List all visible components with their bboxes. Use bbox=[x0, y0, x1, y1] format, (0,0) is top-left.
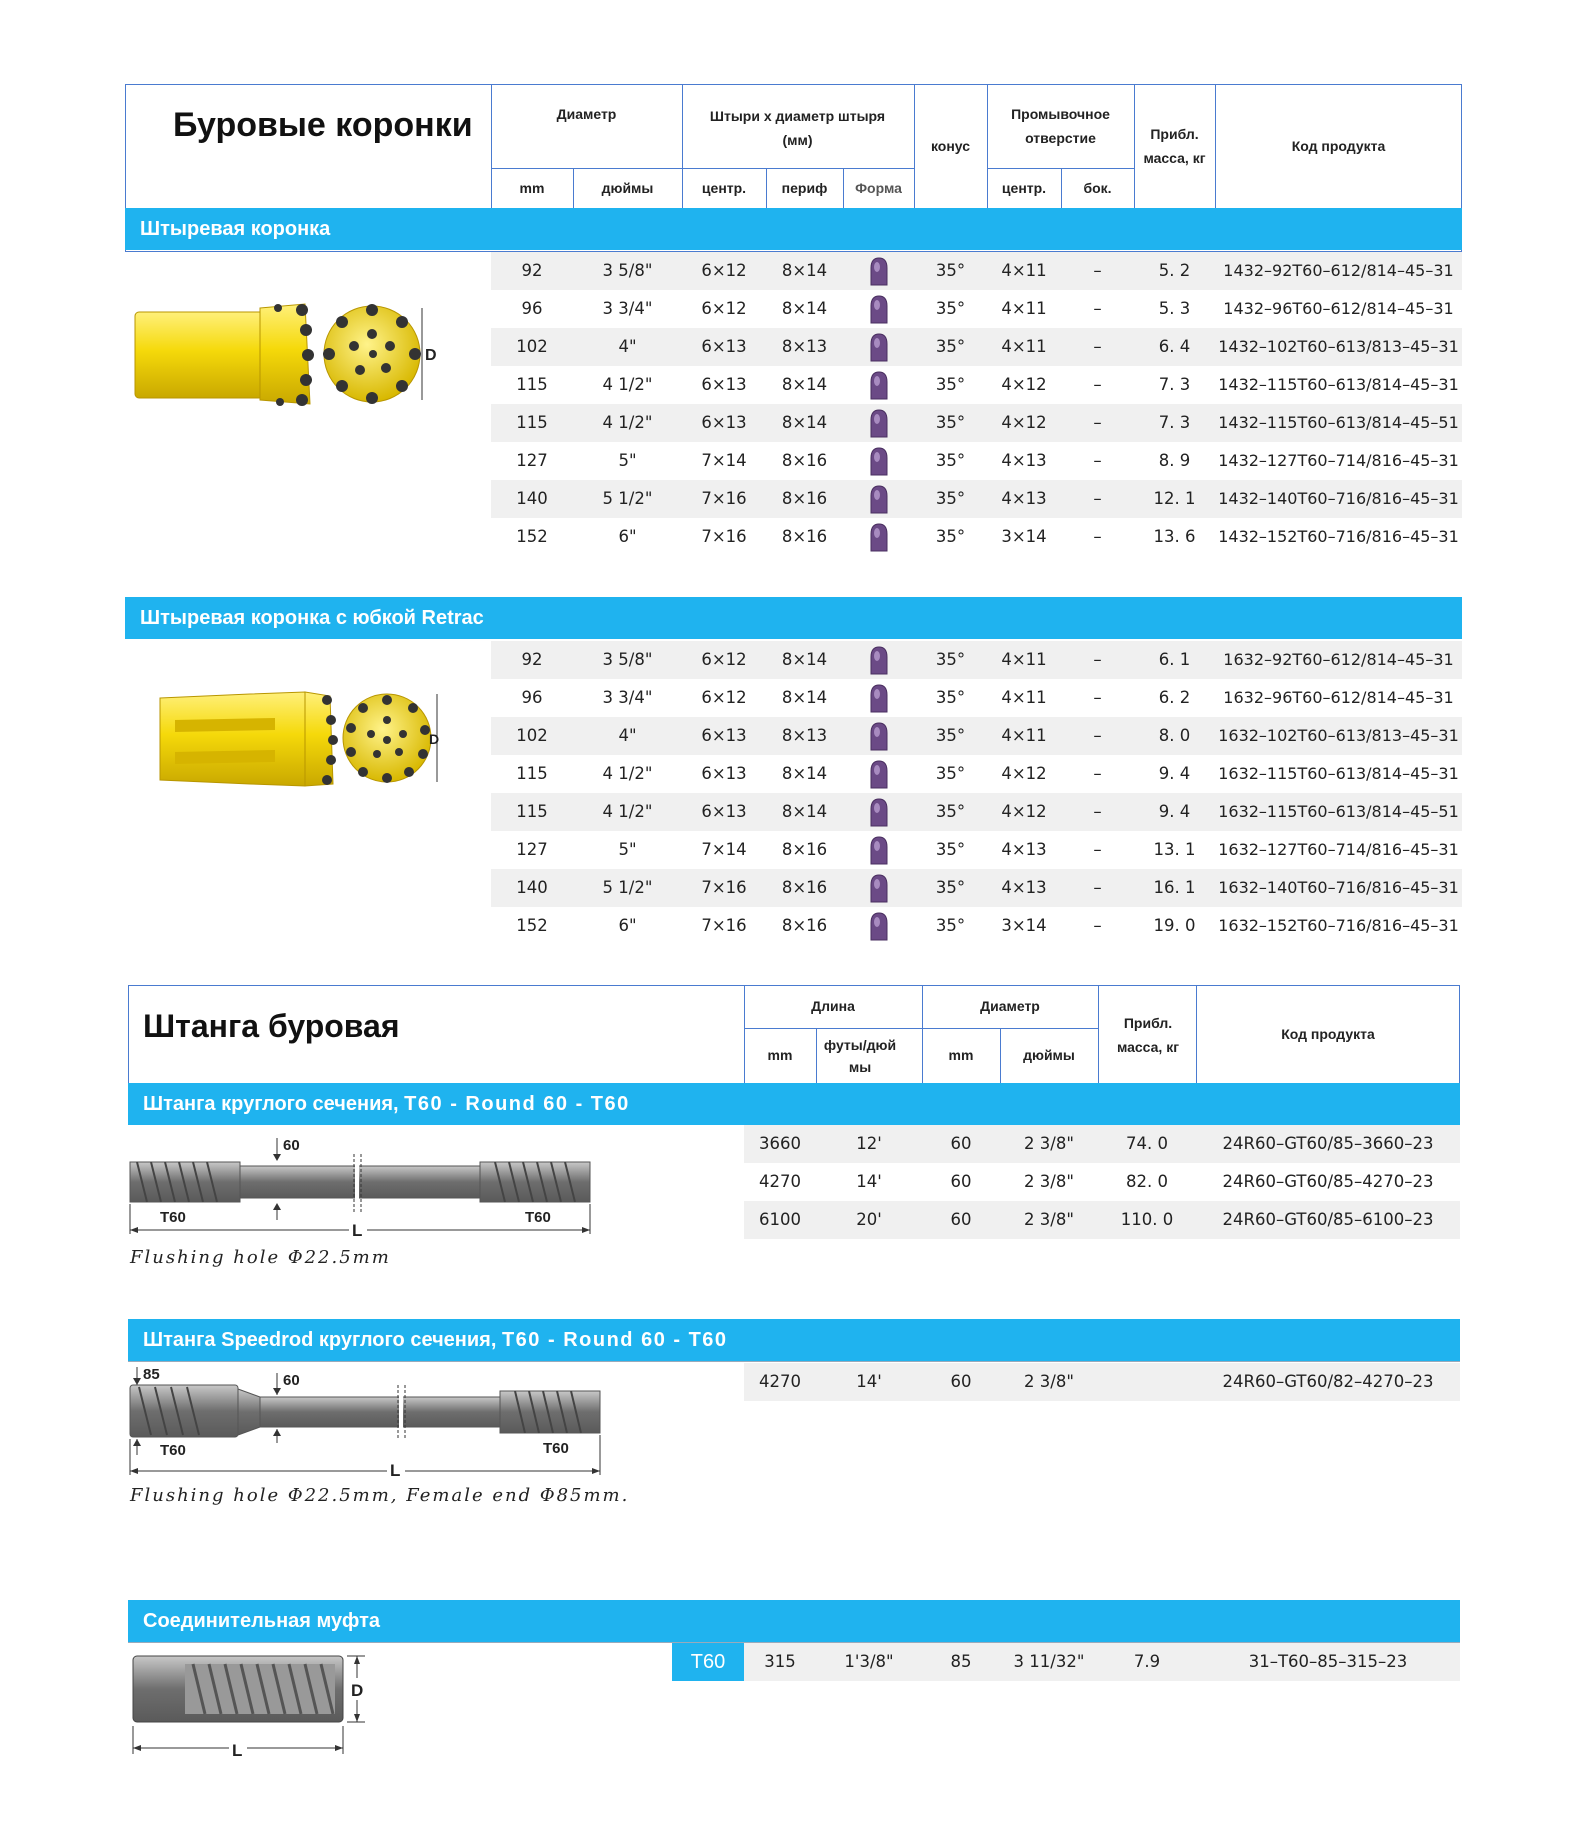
table-row bbox=[744, 1163, 1460, 1201]
cell-periph-buttons: 8×14 bbox=[781, 261, 828, 280]
cell-mass: 13. 1 bbox=[1153, 840, 1196, 859]
cell-diameter-in: 2 3/8" bbox=[1024, 1172, 1074, 1191]
cell-mass: 7.9 bbox=[1133, 1652, 1161, 1671]
cell-periph-buttons: 8×14 bbox=[781, 688, 828, 707]
cell-flush-center: 4×13 bbox=[1001, 451, 1047, 470]
cell-product-code: 24R60–GT60/82–4270–23 bbox=[1222, 1372, 1434, 1391]
cell-shape bbox=[843, 717, 914, 755]
cell-inches: 3 3/4" bbox=[602, 299, 653, 318]
cell-cone: 35° bbox=[935, 878, 966, 897]
cell-inches: 4 1/2" bbox=[602, 764, 653, 783]
cell-length-ft: 12' bbox=[856, 1134, 882, 1153]
cell-inches: 4" bbox=[618, 337, 637, 356]
table-row bbox=[491, 907, 1462, 945]
cell-mm: 127 bbox=[516, 840, 548, 859]
cell-diameter-in: 3 11/32" bbox=[1013, 1652, 1085, 1671]
button-shape-icon bbox=[869, 912, 889, 942]
cell-cone: 35° bbox=[935, 688, 966, 707]
cell-product-code: 24R60–GT60/85–3660–23 bbox=[1222, 1134, 1434, 1153]
rods-title: Штанга буровая bbox=[143, 1008, 400, 1044]
button-shape-icon bbox=[869, 295, 889, 325]
hdr-f-side: бок. bbox=[1083, 179, 1112, 196]
section-band-rod-round bbox=[128, 1083, 1460, 1125]
cell-center-buttons: 6×13 bbox=[701, 726, 747, 745]
section-title: Штанга круглого сечения, bbox=[143, 1093, 399, 1115]
button-shape-icon bbox=[869, 760, 889, 790]
cell-length-ft: 14' bbox=[856, 1172, 882, 1191]
cell-product-code: 1632–140T60–716/816–45–31 bbox=[1218, 878, 1459, 897]
hdr-mm: mm bbox=[519, 179, 545, 196]
cell-center-buttons: 6×13 bbox=[701, 375, 747, 394]
cell-cone: 35° bbox=[935, 764, 966, 783]
cell-product-code: 1432–96T60–612/814–45–31 bbox=[1223, 299, 1454, 318]
coupling-l-label: L bbox=[232, 1741, 243, 1760]
button-shape-icon bbox=[869, 646, 889, 676]
cell-product-code: 1632–92T60–612/814–45–31 bbox=[1223, 650, 1454, 669]
cell-flush-center: 4×11 bbox=[1001, 650, 1047, 669]
cell-length-ft: 20' bbox=[856, 1210, 882, 1229]
cell-flush-center: 4×12 bbox=[1001, 375, 1047, 394]
section-title: Соединительная муфта bbox=[143, 1610, 381, 1632]
cell-shape bbox=[843, 480, 914, 518]
cell-periph-buttons: 8×14 bbox=[781, 413, 828, 432]
cell-inches: 5" bbox=[618, 840, 637, 859]
cell-mm: 102 bbox=[516, 726, 548, 745]
cell-mm: 152 bbox=[516, 916, 548, 935]
cell-center-buttons: 7×16 bbox=[701, 527, 747, 546]
cell-center-buttons: 6×13 bbox=[701, 337, 747, 356]
cell-center-buttons: 6×12 bbox=[701, 688, 747, 707]
table-row bbox=[491, 404, 1462, 442]
cell-mass: 9. 4 bbox=[1158, 802, 1191, 821]
hdr-buttons: Штыри x диаметр штыря (мм) bbox=[709, 107, 886, 148]
cell-product-code: 24R60–GT60/85–4270–23 bbox=[1222, 1172, 1434, 1191]
cell-flush-center: 4×12 bbox=[1001, 802, 1047, 821]
cell-mass: 16. 1 bbox=[1153, 878, 1196, 897]
cell-mm: 115 bbox=[516, 802, 548, 821]
cell-cone: 35° bbox=[935, 650, 966, 669]
cell-center-buttons: 7×16 bbox=[701, 916, 747, 935]
section-title: Штыревая коронка с юбкой Retrac bbox=[140, 607, 484, 629]
cell-mass: 6. 4 bbox=[1158, 337, 1191, 356]
cell-cone: 35° bbox=[935, 299, 966, 318]
cell-cone: 35° bbox=[935, 413, 966, 432]
dimension-label: D bbox=[429, 731, 440, 747]
hdr-shape: Форма bbox=[855, 179, 902, 196]
cell-periph-buttons: 8×16 bbox=[781, 916, 828, 935]
cell-cone: 35° bbox=[935, 375, 966, 394]
cell-shape bbox=[843, 869, 914, 907]
cell-mass bbox=[1098, 1363, 1196, 1401]
cell-flush-side: – bbox=[1093, 878, 1102, 897]
hdr-rod-mm: mm bbox=[767, 1047, 793, 1064]
cell-periph-buttons: 8×16 bbox=[781, 451, 828, 470]
cell-mm: 96 bbox=[521, 688, 543, 707]
cell-mass: 7. 3 bbox=[1158, 375, 1191, 394]
hdr-rod-din: дюймы bbox=[1023, 1047, 1075, 1064]
cell-diameter-mm: 60 bbox=[950, 1372, 972, 1391]
cell-flush-center: 3×14 bbox=[1001, 527, 1047, 546]
cell-inches: 3 5/8" bbox=[602, 650, 653, 669]
hdr-rod-dmm: mm bbox=[948, 1047, 974, 1064]
hdr-diameter: Диаметр bbox=[556, 105, 617, 122]
cell-product-code: 1632–115T60–613/814–45–31 bbox=[1218, 764, 1459, 783]
hdr-flushing: Промывочное отверстие bbox=[1011, 105, 1110, 146]
cell-center-buttons: 7×14 bbox=[701, 451, 747, 470]
speedrod-length-label: L bbox=[390, 1461, 401, 1478]
cell-center-buttons: 6×13 bbox=[701, 413, 747, 432]
table-row bbox=[744, 1363, 1460, 1401]
cell-center-buttons: 7×16 bbox=[701, 489, 747, 508]
section-band-coupling bbox=[128, 1600, 1460, 1642]
cell-length-mm: 3660 bbox=[759, 1134, 801, 1153]
table-row bbox=[491, 641, 1462, 679]
cell-mass: 74. 0 bbox=[1126, 1134, 1168, 1153]
table-row bbox=[491, 869, 1462, 907]
cell-product-code: 1432–92T60–612/814–45–31 bbox=[1223, 261, 1454, 280]
coupling-d-label: D bbox=[351, 1681, 364, 1700]
table-row bbox=[491, 252, 1462, 290]
cell-inches: 4" bbox=[618, 726, 637, 745]
hdr-code: Код продукта bbox=[1291, 137, 1386, 154]
table-row bbox=[491, 442, 1462, 480]
cell-flush-center: 4×11 bbox=[1001, 726, 1047, 745]
cell-periph-buttons: 8×14 bbox=[781, 650, 828, 669]
cell-mass: 19. 0 bbox=[1153, 916, 1196, 935]
cell-flush-side: – bbox=[1093, 261, 1102, 280]
button-shape-icon bbox=[869, 722, 889, 752]
section-title: Штыревая коронка bbox=[140, 218, 331, 240]
cell-inches: 5" bbox=[618, 451, 637, 470]
cell-product-code: 1432–115T60–613/814–45–31 bbox=[1218, 375, 1459, 394]
cell-periph-buttons: 8×14 bbox=[781, 299, 828, 318]
cell-flush-side: – bbox=[1093, 375, 1102, 394]
button-shape-icon bbox=[869, 874, 889, 904]
cell-mass: 13. 6 bbox=[1153, 527, 1196, 546]
cell-length-mm: 315 bbox=[764, 1652, 796, 1671]
cell-shape bbox=[843, 366, 914, 404]
cell-periph-buttons: 8×14 bbox=[781, 802, 828, 821]
cell-product-code: 1632–152T60–716/816–45–31 bbox=[1218, 916, 1459, 935]
hdr-rod-mass: Прибл. масса, кг bbox=[1116, 1014, 1180, 1055]
button-shape-icon bbox=[869, 485, 889, 515]
cell-cone: 35° bbox=[935, 337, 966, 356]
table-row bbox=[491, 717, 1462, 755]
cell-center-buttons: 7×16 bbox=[701, 878, 747, 897]
cell-flush-center: 4×11 bbox=[1001, 261, 1047, 280]
hdr-length: Длина bbox=[811, 998, 855, 1015]
section-band-retrac bbox=[125, 597, 1462, 639]
cell-flush-side: – bbox=[1093, 764, 1102, 783]
cell-mm: 92 bbox=[521, 261, 543, 280]
cell-inches: 5 1/2" bbox=[602, 878, 653, 897]
cell-flush-side: – bbox=[1093, 916, 1102, 935]
hdr-cone: конус bbox=[930, 137, 971, 154]
button-shape-icon bbox=[869, 523, 889, 553]
bits-title: Буровые коронки bbox=[173, 106, 473, 144]
cell-periph-buttons: 8×13 bbox=[781, 726, 828, 745]
cell-flush-side: – bbox=[1093, 451, 1102, 470]
cell-inches: 3 3/4" bbox=[602, 688, 653, 707]
cell-mass: 8. 0 bbox=[1158, 726, 1191, 745]
cell-mm: 140 bbox=[516, 489, 548, 508]
cell-inches: 3 5/8" bbox=[602, 261, 653, 280]
cell-cone: 35° bbox=[935, 802, 966, 821]
cell-periph-buttons: 8×16 bbox=[781, 878, 828, 897]
speedrod-note: Flushing hole Φ22.5mm, Female end Φ85mm. bbox=[130, 1485, 630, 1506]
table-row bbox=[491, 793, 1462, 831]
cell-diameter-in: 2 3/8" bbox=[1024, 1372, 1074, 1391]
cell-product-code: 1432–152T60–716/816–45–31 bbox=[1218, 527, 1459, 546]
cell-inches: 4 1/2" bbox=[602, 413, 653, 432]
cell-mass: 5. 3 bbox=[1158, 299, 1191, 318]
cell-mm: 115 bbox=[516, 375, 548, 394]
cell-inches: 5 1/2" bbox=[602, 489, 653, 508]
cell-shape bbox=[843, 518, 914, 556]
section-band-speedrod bbox=[128, 1319, 1460, 1361]
cell-inches: 6" bbox=[618, 527, 637, 546]
table-row bbox=[491, 518, 1462, 556]
speedrod-right-label: T60 bbox=[543, 1440, 569, 1457]
cell-flush-side: – bbox=[1093, 337, 1102, 356]
speedrod-dim1-label: 85 bbox=[143, 1366, 160, 1383]
section-band-bits bbox=[125, 208, 1462, 250]
button-shape-icon bbox=[869, 371, 889, 401]
cell-flush-center: 4×11 bbox=[1001, 688, 1047, 707]
cell-shape bbox=[843, 793, 914, 831]
cell-center-buttons: 7×14 bbox=[701, 840, 747, 859]
hdr-rod-feet: футы/дюймы bbox=[823, 1036, 897, 1075]
cell-product-code: 1432–115T60–613/814–45–51 bbox=[1218, 413, 1459, 432]
button-shape-icon bbox=[869, 333, 889, 363]
cell-diameter-mm: 60 bbox=[950, 1134, 972, 1153]
cell-flush-side: – bbox=[1093, 413, 1102, 432]
cell-flush-side: – bbox=[1093, 650, 1102, 669]
dimension-label: D bbox=[425, 347, 437, 364]
table-row bbox=[491, 480, 1462, 518]
cell-mass: 6. 2 bbox=[1158, 688, 1191, 707]
cell-periph-buttons: 8×16 bbox=[781, 840, 828, 859]
table-row bbox=[744, 1201, 1460, 1239]
button-shape-icon bbox=[869, 409, 889, 439]
hdr-mass: Прибл. масса, кг bbox=[1143, 125, 1206, 166]
hdr-rod-code: Код продукта bbox=[1281, 1025, 1375, 1042]
cell-diameter-mm: 60 bbox=[950, 1172, 972, 1191]
cell-flush-center: 4×13 bbox=[1001, 840, 1047, 859]
speedrod-drawing bbox=[125, 1363, 605, 1478]
cell-mm: 152 bbox=[516, 527, 548, 546]
cell-inches: 6" bbox=[618, 916, 637, 935]
table-row bbox=[491, 755, 1462, 793]
cell-product-code: 31–T60–85–315–23 bbox=[1248, 1652, 1408, 1671]
cell-mm: 115 bbox=[516, 413, 548, 432]
cell-cone: 35° bbox=[935, 527, 966, 546]
cell-inches: 4 1/2" bbox=[602, 375, 653, 394]
coupling-drawing bbox=[125, 1650, 375, 1760]
cell-shape bbox=[843, 328, 914, 366]
table-row bbox=[744, 1125, 1460, 1163]
cell-shape bbox=[843, 404, 914, 442]
cell-flush-center: 4×11 bbox=[1001, 337, 1047, 356]
cell-mm: 115 bbox=[516, 764, 548, 783]
cell-mm: 140 bbox=[516, 878, 548, 897]
cell-flush-center: 4×12 bbox=[1001, 764, 1047, 783]
cell-mm: 102 bbox=[516, 337, 548, 356]
cell-product-code: 1432–102T60–613/813–45–31 bbox=[1218, 337, 1459, 356]
button-shape-icon bbox=[869, 447, 889, 477]
cell-cone: 35° bbox=[935, 489, 966, 508]
cell-mm: 92 bbox=[521, 650, 543, 669]
cell-mass: 12. 1 bbox=[1153, 489, 1196, 508]
cell-flush-side: – bbox=[1093, 299, 1102, 318]
cell-shape bbox=[843, 831, 914, 869]
cell-flush-side: – bbox=[1093, 802, 1102, 821]
cell-center-buttons: 6×12 bbox=[701, 261, 747, 280]
cell-flush-center: 4×13 bbox=[1001, 489, 1047, 508]
cell-product-code: 1632–127T60–714/816–45–31 bbox=[1218, 840, 1459, 859]
cell-mm: 127 bbox=[516, 451, 548, 470]
cell-cone: 35° bbox=[935, 726, 966, 745]
hdr-periph: периф bbox=[781, 179, 828, 196]
cell-cone: 35° bbox=[935, 261, 966, 280]
table-row bbox=[491, 290, 1462, 328]
cell-periph-buttons: 8×14 bbox=[781, 764, 828, 783]
hdr-inches: дюймы bbox=[601, 179, 654, 196]
cell-length-ft: 1'3/8" bbox=[844, 1652, 894, 1671]
cell-length-mm: 6100 bbox=[759, 1210, 801, 1229]
cell-shape bbox=[843, 252, 914, 290]
cell-mass: 5. 2 bbox=[1158, 261, 1191, 280]
cell-shape bbox=[843, 442, 914, 480]
cell-periph-buttons: 8×16 bbox=[781, 527, 828, 546]
hdr-f-center: центр. bbox=[1001, 179, 1047, 196]
cell-flush-center: 4×13 bbox=[1001, 878, 1047, 897]
rod-right-end-label: T60 bbox=[525, 1209, 551, 1226]
cell-diameter-mm: 85 bbox=[950, 1652, 972, 1671]
cell-shape bbox=[843, 290, 914, 328]
cell-mass: 7. 3 bbox=[1158, 413, 1191, 432]
cell-mass: 9. 4 bbox=[1158, 764, 1191, 783]
rod-note: Flushing hole Φ22.5mm bbox=[130, 1247, 391, 1268]
table-row bbox=[491, 366, 1462, 404]
cell-length-mm: 4270 bbox=[759, 1372, 801, 1391]
cell-shape bbox=[843, 755, 914, 793]
cell-center-buttons: 6×12 bbox=[701, 299, 747, 318]
cell-cone: 35° bbox=[935, 840, 966, 859]
cell-shape bbox=[843, 907, 914, 945]
cell-diameter-mm: 60 bbox=[950, 1210, 972, 1229]
cell-periph-buttons: 8×16 bbox=[781, 489, 828, 508]
table-row bbox=[491, 328, 1462, 366]
retrac-bit-drawing bbox=[155, 690, 445, 790]
cell-diameter-in: 2 3/8" bbox=[1024, 1210, 1074, 1229]
table-row bbox=[744, 1643, 1460, 1681]
rod-drawing bbox=[125, 1130, 595, 1240]
cell-center-buttons: 6×12 bbox=[701, 650, 747, 669]
cell-product-code: 24R60–GT60/85–6100–23 bbox=[1222, 1210, 1434, 1229]
cell-flush-side: – bbox=[1093, 489, 1102, 508]
cell-mass: 8. 9 bbox=[1158, 451, 1191, 470]
coupling-thread-tag: T60 bbox=[672, 1643, 744, 1681]
cell-cone: 35° bbox=[935, 916, 966, 935]
cell-flush-center: 4×12 bbox=[1001, 413, 1047, 432]
cell-mass: 110. 0 bbox=[1120, 1210, 1174, 1229]
cell-mass: 6. 1 bbox=[1158, 650, 1191, 669]
cell-product-code: 1632–115T60–613/814–45–51 bbox=[1218, 802, 1459, 821]
cell-center-buttons: 6×13 bbox=[701, 764, 747, 783]
hdr-center: центр. bbox=[701, 179, 747, 196]
rod-dim-label: 60 bbox=[283, 1137, 300, 1154]
button-shape-icon bbox=[869, 257, 889, 287]
cell-product-code: 1432–127T60–714/816–45–31 bbox=[1218, 451, 1459, 470]
table-row bbox=[491, 831, 1462, 869]
cell-periph-buttons: 8×14 bbox=[781, 375, 828, 394]
cell-center-buttons: 6×13 bbox=[701, 802, 747, 821]
cell-flush-center: 3×14 bbox=[1001, 916, 1047, 935]
cell-flush-side: – bbox=[1093, 726, 1102, 745]
cell-inches: 4 1/2" bbox=[602, 802, 653, 821]
table-row bbox=[491, 679, 1462, 717]
rod-left-end-label: T60 bbox=[160, 1209, 186, 1226]
cell-length-mm: 4270 bbox=[759, 1172, 801, 1191]
rod-length-label: L bbox=[352, 1221, 363, 1240]
speedrod-left-label: T60 bbox=[160, 1442, 186, 1459]
section-title: Штанга Speedrod круглого сечения, bbox=[143, 1329, 497, 1351]
button-shape-icon bbox=[869, 836, 889, 866]
cell-diameter-in: 2 3/8" bbox=[1024, 1134, 1074, 1153]
cell-mass: 82. 0 bbox=[1126, 1172, 1168, 1191]
cell-shape bbox=[843, 641, 914, 679]
cell-product-code: 1632–96T60–612/814–45–31 bbox=[1223, 688, 1454, 707]
cell-shape bbox=[843, 679, 914, 717]
speedrod-dim2-label: 60 bbox=[283, 1372, 300, 1389]
cell-cone: 35° bbox=[935, 451, 966, 470]
section-subtitle: T60 - Round 60 - T60 bbox=[404, 1093, 630, 1115]
button-bit-drawing bbox=[130, 300, 440, 410]
cell-mm: 96 bbox=[521, 299, 543, 318]
button-shape-icon bbox=[869, 798, 889, 828]
button-shape-icon bbox=[869, 684, 889, 714]
cell-flush-side: – bbox=[1093, 688, 1102, 707]
section-subtitle: T60 - Round 60 - T60 bbox=[501, 1329, 728, 1351]
cell-product-code: 1632–102T60–613/813–45–31 bbox=[1218, 726, 1459, 745]
cell-flush-side: – bbox=[1093, 840, 1102, 859]
cell-periph-buttons: 8×13 bbox=[781, 337, 828, 356]
cell-length-ft: 14' bbox=[856, 1372, 882, 1391]
cell-flush-center: 4×11 bbox=[1001, 299, 1047, 318]
hdr-rod-diameter: Диаметр bbox=[980, 998, 1040, 1015]
cell-flush-side: – bbox=[1093, 527, 1102, 546]
cell-product-code: 1432–140T60–716/816–45–31 bbox=[1218, 489, 1459, 508]
